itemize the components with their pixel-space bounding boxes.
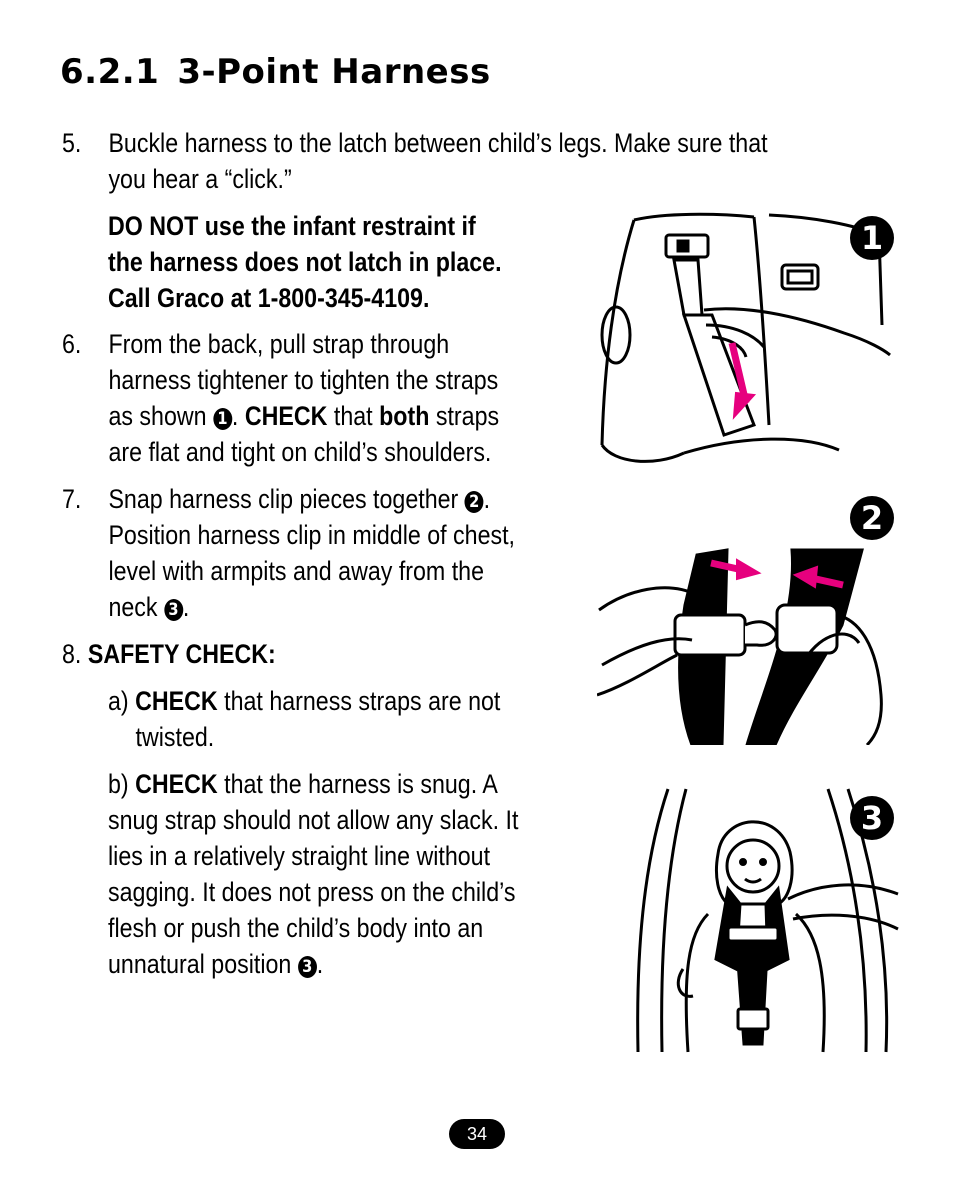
figure-marker-3: 3 [850, 796, 894, 840]
text-span: . [182, 592, 190, 622]
text-span: b) [108, 769, 129, 799]
step-number: 7. [62, 484, 82, 514]
text-span: . [231, 401, 239, 431]
check-a-line [108, 683, 624, 719]
step-text [108, 589, 612, 625]
emphasis-both: both [379, 401, 430, 431]
text-span: that the harness is snug. A [224, 769, 498, 799]
figure-ref-3: 3 [164, 599, 183, 621]
step-number: 6. [62, 329, 82, 359]
step-8 [62, 636, 612, 672]
check-b-line: flesh or push the child’s body into an [108, 913, 484, 943]
check-b [108, 766, 624, 982]
illustration-tightener [594, 205, 894, 467]
figure-ref-1: 1 [213, 408, 232, 430]
step-text: level with armpits and away from the [108, 556, 484, 586]
step-text [108, 481, 612, 517]
warning-line: the harness does not latch in place. [108, 247, 502, 277]
check-b-line: snug strap should not allow any slack. It [108, 805, 519, 835]
step-text: harness tightener to tighten the straps [108, 365, 499, 395]
step-5 [62, 125, 888, 197]
safety-check-label: SAFETY CHECK: [87, 639, 276, 669]
warning-block [108, 208, 590, 316]
check-a-line: twisted. [135, 722, 215, 752]
step-7 [62, 481, 612, 625]
step-number: 8. [62, 639, 82, 669]
warning-line: Call Graco at 1-800-345-4109. [108, 283, 430, 313]
step-number: 5. [62, 128, 82, 158]
step-text [108, 398, 612, 434]
step-text: are flat and tight on child’s shoulders. [108, 437, 492, 467]
check-b-line: sagging. It does not press on the child’s [108, 877, 516, 907]
figure-ref-2: 2 [465, 491, 484, 513]
check-label: CHECK [244, 401, 328, 431]
step-6 [62, 326, 612, 470]
check-label: CHECK [135, 769, 218, 799]
text-span: straps [435, 401, 500, 431]
check-a [108, 683, 624, 755]
text-span: that [333, 401, 373, 431]
text-span: Snap harness clip pieces together [108, 484, 459, 514]
warning-line: DO NOT use the infant restraint if [108, 211, 476, 241]
figure-ref-3: 3 [298, 956, 317, 978]
check-label: CHECK [135, 686, 218, 716]
text-span: a) [108, 686, 129, 716]
check-b-line [108, 766, 624, 802]
section-heading [60, 52, 491, 92]
text-span: . [316, 949, 324, 979]
text-span: . [483, 484, 491, 514]
text-span: that harness straps are not [224, 686, 501, 716]
step-text: you hear a “click.” [108, 164, 292, 194]
step-text: Buckle harness to the latch between child’s legs. Make sure that [108, 128, 768, 158]
step-text: Position harness clip in middle of chest, [108, 520, 516, 550]
illustration-harness-clip [597, 545, 887, 745]
text-span: as shown [108, 401, 207, 431]
section-title: 3-Point Harness [177, 52, 491, 92]
step-text: From the back, pull strap through [108, 329, 450, 359]
check-b-line [108, 946, 624, 982]
check-b-line: lies in a relatively straight line without [108, 841, 491, 871]
text-span: unnatural position [108, 949, 292, 979]
text-span: neck [108, 592, 158, 622]
page-number: 34 [449, 1119, 505, 1149]
section-number: 6.2.1 [60, 52, 160, 92]
figure-marker-2: 2 [850, 496, 894, 540]
figure-marker-1: 1 [850, 216, 894, 260]
